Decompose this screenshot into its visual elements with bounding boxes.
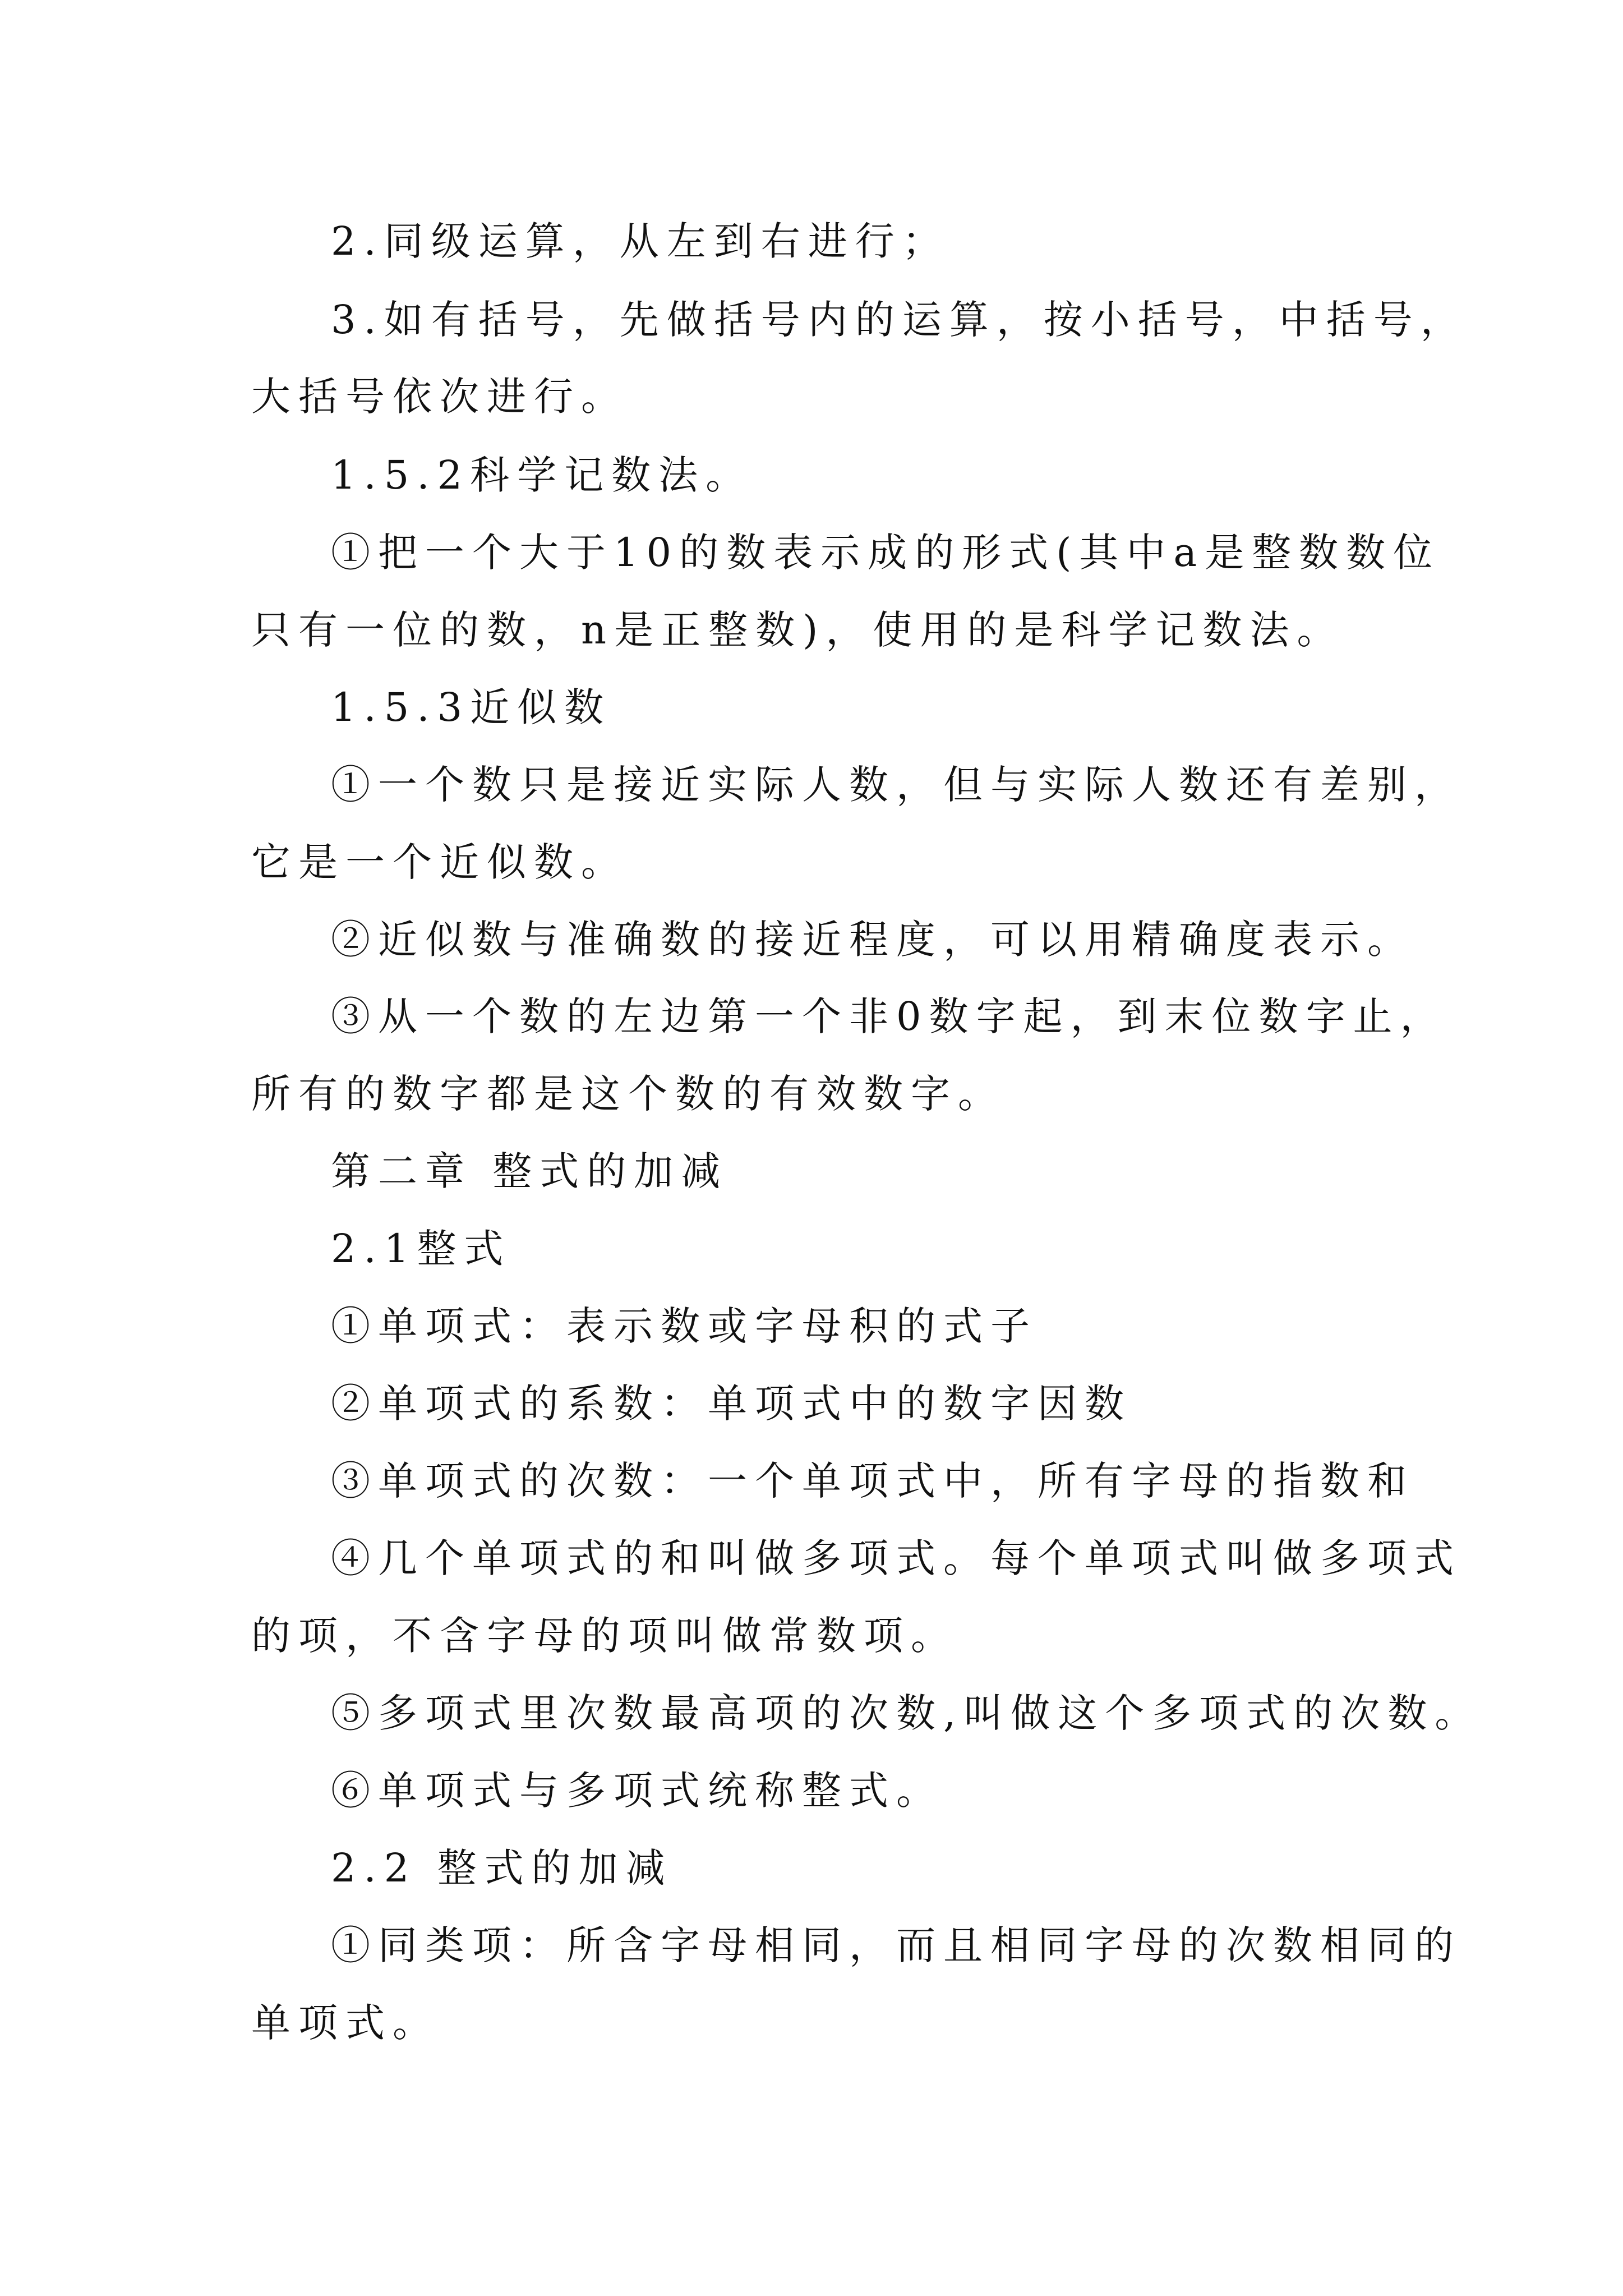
- text-line-poly-degree: ⑤多项式里次数最高项的次数,叫做这个多项式的次数。: [331, 1690, 1482, 1736]
- section-heading-1-5-2: 1.5.2科学记数法。: [331, 452, 753, 498]
- chapter-heading-2: 第二章 整式的加减: [331, 1148, 728, 1194]
- text-line-sci-notation-cont: 只有一位的数，n是正整数)，使用的是科学记数法。: [251, 607, 1344, 653]
- text-line-like-terms: ①同类项：所含字母相同，而且相同字母的次数相同的: [331, 1922, 1461, 1968]
- text-line-approx-2: ②近似数与准确数的接近程度，可以用精确度表示。: [331, 917, 1414, 963]
- text-line-integral-expr: ⑥单项式与多项式统称整式。: [331, 1768, 943, 1814]
- text-line-degree: ③单项式的次数：一个单项式中，所有字母的指数和: [331, 1458, 1414, 1504]
- text-line-approx-1-cont: 它是一个近似数。: [251, 839, 628, 885]
- text-line-monomial: ①单项式：表示数或字母积的式子: [331, 1303, 1038, 1349]
- section-heading-2-1: 2.1整式: [331, 1226, 511, 1272]
- text-line-brackets: 3.如有括号，先做括号内的运算，按小括号，中括号，: [331, 297, 1468, 343]
- text-line-like-terms-cont: 单项式。: [251, 2000, 440, 2046]
- text-line-approx-1: ①一个数只是接近实际人数，但与实际人数还有差别，: [331, 762, 1461, 808]
- text-line-approx-3: ③从一个数的左边第一个非0数字起，到末位数字止，: [331, 993, 1447, 1039]
- section-heading-1-5-3: 1.5.3近似数: [331, 684, 612, 730]
- text-line-operation-order: 2.同级运算，从左到右进行；: [331, 218, 949, 264]
- section-heading-2-2: 2.2 整式的加减: [331, 1845, 673, 1891]
- text-line-sci-notation: ①把一个大于10的数表示成的形式(其中a是整数数位: [331, 530, 1441, 576]
- text-line-coefficient: ②单项式的系数：单项式中的数字因数: [331, 1381, 1132, 1427]
- text-line-polynomial-cont: 的项，不含字母的项叫做常数项。: [251, 1613, 958, 1659]
- text-line-brackets-cont: 大括号依次进行。: [251, 374, 628, 420]
- text-line-polynomial: ④几个单项式的和叫做多项式。每个单项式叫做多项式: [331, 1535, 1461, 1581]
- text-line-approx-3-cont: 所有的数字都是这个数的有效数字。: [251, 1071, 1005, 1117]
